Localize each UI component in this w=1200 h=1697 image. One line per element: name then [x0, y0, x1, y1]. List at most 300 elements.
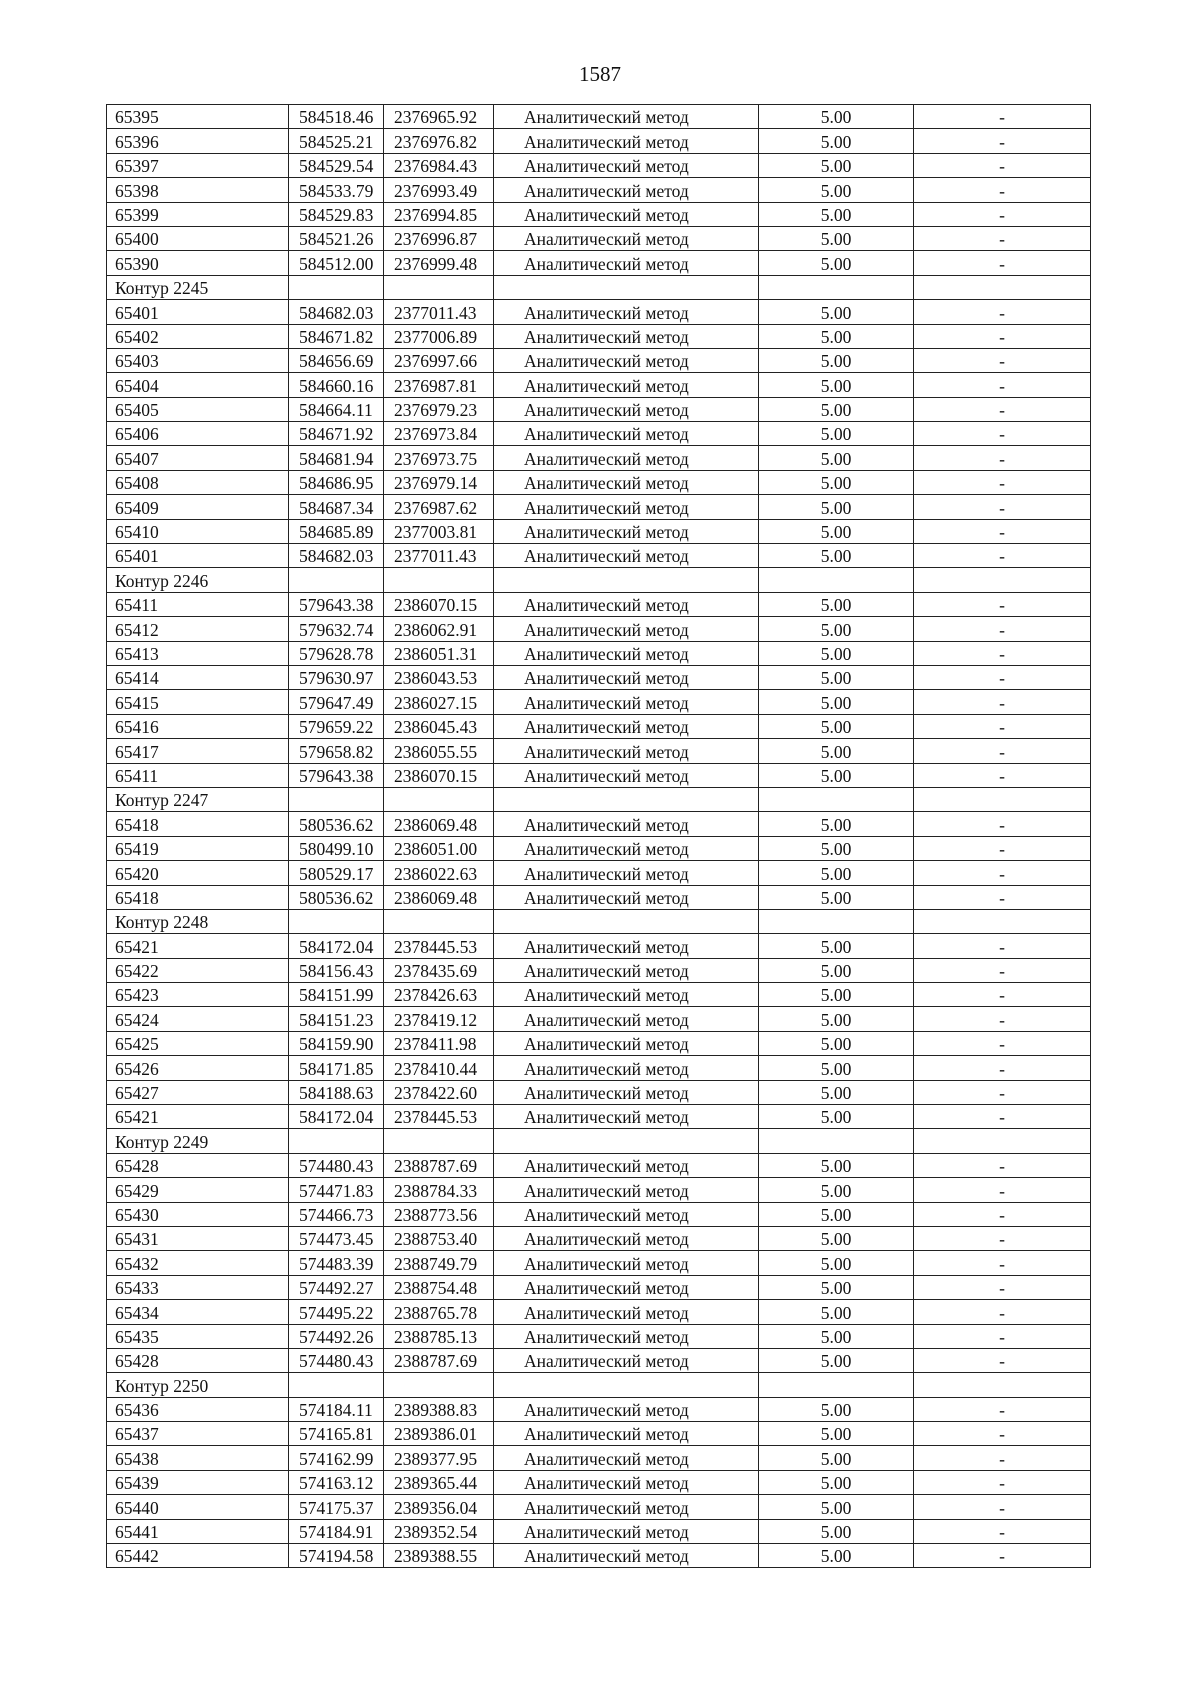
x-coordinate-cell: 574175.37 — [289, 1495, 384, 1519]
x-coordinate-cell: 584529.54 — [289, 153, 384, 177]
y-coordinate-cell: 2376993.49 — [384, 178, 494, 202]
accuracy-cell: 5.00 — [759, 1275, 914, 1299]
y-coordinate-cell: 2376999.48 — [384, 251, 494, 275]
point-id-cell: 65400 — [107, 226, 289, 250]
x-coordinate-cell: 580529.17 — [289, 861, 384, 885]
accuracy-cell: 5.00 — [759, 1105, 914, 1129]
point-id-cell: 65423 — [107, 983, 289, 1007]
table-row — [107, 446, 1091, 470]
table-row — [107, 1495, 1091, 1519]
empty-cell — [759, 568, 914, 592]
contour-header-row — [107, 1373, 1091, 1397]
dash-cell: - — [914, 739, 1091, 763]
point-id-cell: 65401 — [107, 544, 289, 568]
y-coordinate-cell: 2389356.04 — [384, 1495, 494, 1519]
accuracy-cell: 5.00 — [759, 1495, 914, 1519]
y-coordinate-cell: 2388753.40 — [384, 1226, 494, 1250]
table-row — [107, 836, 1091, 860]
y-coordinate-cell: 2388754.48 — [384, 1275, 494, 1299]
coordinates-table — [106, 104, 1091, 1568]
method-cell: Аналитический метод — [494, 641, 759, 665]
dash-cell: - — [914, 885, 1091, 909]
x-coordinate-cell: 584533.79 — [289, 178, 384, 202]
point-id-cell: 65404 — [107, 373, 289, 397]
accuracy-cell: 5.00 — [759, 1544, 914, 1568]
dash-cell: - — [914, 1007, 1091, 1031]
table-row — [107, 1446, 1091, 1470]
table-row — [107, 617, 1091, 641]
table-row — [107, 129, 1091, 153]
x-coordinate-cell: 574162.99 — [289, 1446, 384, 1470]
contour-header-row — [107, 275, 1091, 299]
dash-cell: - — [914, 422, 1091, 446]
method-cell: Аналитический метод — [494, 348, 759, 372]
accuracy-cell: 5.00 — [759, 300, 914, 324]
method-cell: Аналитический метод — [494, 1544, 759, 1568]
x-coordinate-cell: 574473.45 — [289, 1226, 384, 1250]
accuracy-cell: 5.00 — [759, 592, 914, 616]
dash-cell: - — [914, 348, 1091, 372]
x-coordinate-cell: 584660.16 — [289, 373, 384, 397]
point-id-cell: 65420 — [107, 861, 289, 885]
accuracy-cell: 5.00 — [759, 397, 914, 421]
point-id-cell: 65425 — [107, 1031, 289, 1055]
accuracy-cell: 5.00 — [759, 763, 914, 787]
y-coordinate-cell: 2376987.62 — [384, 495, 494, 519]
method-cell: Аналитический метод — [494, 422, 759, 446]
method-cell: Аналитический метод — [494, 1153, 759, 1177]
table-row — [107, 763, 1091, 787]
point-id-cell: 65428 — [107, 1153, 289, 1177]
dash-cell: - — [914, 105, 1091, 129]
method-cell: Аналитический метод — [494, 1324, 759, 1348]
x-coordinate-cell: 574165.81 — [289, 1422, 384, 1446]
table-row — [107, 861, 1091, 885]
x-coordinate-cell: 574466.73 — [289, 1202, 384, 1226]
accuracy-cell: 5.00 — [759, 324, 914, 348]
point-id-cell: 65390 — [107, 251, 289, 275]
accuracy-cell: 5.00 — [759, 544, 914, 568]
method-cell: Аналитический метод — [494, 739, 759, 763]
method-cell: Аналитический метод — [494, 812, 759, 836]
table-row — [107, 1519, 1091, 1543]
accuracy-cell: 5.00 — [759, 446, 914, 470]
table-row — [107, 1007, 1091, 1031]
x-coordinate-cell: 580536.62 — [289, 885, 384, 909]
point-id-cell: 65429 — [107, 1178, 289, 1202]
y-coordinate-cell: 2388773.56 — [384, 1202, 494, 1226]
y-coordinate-cell: 2376973.75 — [384, 446, 494, 470]
accuracy-cell: 5.00 — [759, 812, 914, 836]
empty-cell — [759, 787, 914, 811]
table-row — [107, 105, 1091, 129]
y-coordinate-cell: 2378445.53 — [384, 934, 494, 958]
accuracy-cell: 5.00 — [759, 617, 914, 641]
table-row — [107, 495, 1091, 519]
table-row — [107, 1422, 1091, 1446]
point-id-cell: 65437 — [107, 1422, 289, 1446]
method-cell: Аналитический метод — [494, 1031, 759, 1055]
table-row — [107, 153, 1091, 177]
x-coordinate-cell: 584171.85 — [289, 1056, 384, 1080]
point-id-cell: 65408 — [107, 470, 289, 494]
empty-cell — [494, 1129, 759, 1153]
accuracy-cell: 5.00 — [759, 714, 914, 738]
accuracy-cell: 5.00 — [759, 885, 914, 909]
y-coordinate-cell: 2388787.69 — [384, 1348, 494, 1372]
contour-header-row — [107, 1129, 1091, 1153]
point-id-cell: 65417 — [107, 739, 289, 763]
table-row — [107, 1251, 1091, 1275]
y-coordinate-cell: 2389386.01 — [384, 1422, 494, 1446]
dash-cell: - — [914, 1348, 1091, 1372]
method-cell: Аналитический метод — [494, 397, 759, 421]
contour-label: Контур 2250 — [107, 1373, 289, 1397]
empty-cell — [384, 1373, 494, 1397]
empty-cell — [914, 787, 1091, 811]
table-row — [107, 1544, 1091, 1568]
x-coordinate-cell: 574184.91 — [289, 1519, 384, 1543]
dash-cell: - — [914, 983, 1091, 1007]
dash-cell: - — [914, 446, 1091, 470]
point-id-cell: 65395 — [107, 105, 289, 129]
accuracy-cell: 5.00 — [759, 1226, 914, 1250]
y-coordinate-cell: 2378426.63 — [384, 983, 494, 1007]
dash-cell: - — [914, 251, 1091, 275]
method-cell: Аналитический метод — [494, 470, 759, 494]
method-cell: Аналитический метод — [494, 861, 759, 885]
method-cell: Аналитический метод — [494, 202, 759, 226]
table-row — [107, 1056, 1091, 1080]
x-coordinate-cell: 579659.22 — [289, 714, 384, 738]
dash-cell: - — [914, 544, 1091, 568]
empty-cell — [494, 787, 759, 811]
method-cell: Аналитический метод — [494, 836, 759, 860]
x-coordinate-cell: 584664.11 — [289, 397, 384, 421]
point-id-cell: 65401 — [107, 300, 289, 324]
empty-cell — [289, 909, 384, 933]
table-row — [107, 1300, 1091, 1324]
x-coordinate-cell: 574492.26 — [289, 1324, 384, 1348]
y-coordinate-cell: 2376996.87 — [384, 226, 494, 250]
table-row — [107, 178, 1091, 202]
point-id-cell: 65415 — [107, 690, 289, 714]
point-id-cell: 65409 — [107, 495, 289, 519]
empty-cell — [384, 787, 494, 811]
point-id-cell: 65411 — [107, 592, 289, 616]
point-id-cell: 65418 — [107, 885, 289, 909]
table-row — [107, 1470, 1091, 1494]
empty-cell — [914, 1129, 1091, 1153]
y-coordinate-cell: 2376973.84 — [384, 422, 494, 446]
accuracy-cell: 5.00 — [759, 519, 914, 543]
y-coordinate-cell: 2389388.55 — [384, 1544, 494, 1568]
accuracy-cell: 5.00 — [759, 422, 914, 446]
x-coordinate-cell: 574492.27 — [289, 1275, 384, 1299]
method-cell: Аналитический метод — [494, 1422, 759, 1446]
point-id-cell: 65430 — [107, 1202, 289, 1226]
empty-cell — [384, 1129, 494, 1153]
accuracy-cell: 5.00 — [759, 739, 914, 763]
contour-header-row — [107, 787, 1091, 811]
y-coordinate-cell: 2376987.81 — [384, 373, 494, 397]
table-row — [107, 1178, 1091, 1202]
dash-cell: - — [914, 1080, 1091, 1104]
table-row — [107, 1226, 1091, 1250]
table-row — [107, 1153, 1091, 1177]
accuracy-cell: 5.00 — [759, 1397, 914, 1421]
dash-cell: - — [914, 836, 1091, 860]
y-coordinate-cell: 2389388.83 — [384, 1397, 494, 1421]
dash-cell: - — [914, 470, 1091, 494]
dash-cell: - — [914, 1544, 1091, 1568]
dash-cell: - — [914, 958, 1091, 982]
x-coordinate-cell: 584529.83 — [289, 202, 384, 226]
point-id-cell: 65407 — [107, 446, 289, 470]
table-row — [107, 519, 1091, 543]
x-coordinate-cell: 579643.38 — [289, 592, 384, 616]
point-id-cell: 65412 — [107, 617, 289, 641]
table-row — [107, 226, 1091, 250]
point-id-cell: 65421 — [107, 1105, 289, 1129]
method-cell: Аналитический метод — [494, 495, 759, 519]
page-number: 1587 — [579, 62, 621, 86]
method-cell: Аналитический метод — [494, 153, 759, 177]
dash-cell: - — [914, 1422, 1091, 1446]
dash-cell: - — [914, 495, 1091, 519]
x-coordinate-cell: 584671.92 — [289, 422, 384, 446]
accuracy-cell: 5.00 — [759, 348, 914, 372]
point-id-cell: 65421 — [107, 934, 289, 958]
dash-cell: - — [914, 178, 1091, 202]
x-coordinate-cell: 584521.26 — [289, 226, 384, 250]
dash-cell: - — [914, 1470, 1091, 1494]
x-coordinate-cell: 574483.39 — [289, 1251, 384, 1275]
table-row — [107, 1202, 1091, 1226]
table-row — [107, 934, 1091, 958]
x-coordinate-cell: 584525.21 — [289, 129, 384, 153]
point-id-cell: 65402 — [107, 324, 289, 348]
x-coordinate-cell: 584685.89 — [289, 519, 384, 543]
method-cell: Аналитический метод — [494, 714, 759, 738]
x-coordinate-cell: 584671.82 — [289, 324, 384, 348]
x-coordinate-cell: 584682.03 — [289, 300, 384, 324]
method-cell: Аналитический метод — [494, 983, 759, 1007]
method-cell: Аналитический метод — [494, 665, 759, 689]
point-id-cell: 65435 — [107, 1324, 289, 1348]
table-row — [107, 397, 1091, 421]
y-coordinate-cell: 2386055.55 — [384, 739, 494, 763]
y-coordinate-cell: 2388749.79 — [384, 1251, 494, 1275]
method-cell: Аналитический метод — [494, 178, 759, 202]
y-coordinate-cell: 2376979.14 — [384, 470, 494, 494]
x-coordinate-cell: 584151.99 — [289, 983, 384, 1007]
dash-cell: - — [914, 1056, 1091, 1080]
point-id-cell: 65442 — [107, 1544, 289, 1568]
accuracy-cell: 5.00 — [759, 470, 914, 494]
empty-cell — [759, 275, 914, 299]
table-row — [107, 739, 1091, 763]
dash-cell: - — [914, 202, 1091, 226]
empty-cell — [914, 275, 1091, 299]
x-coordinate-cell: 584151.23 — [289, 1007, 384, 1031]
empty-cell — [289, 1373, 384, 1397]
accuracy-cell: 5.00 — [759, 1031, 914, 1055]
accuracy-cell: 5.00 — [759, 373, 914, 397]
accuracy-cell: 5.00 — [759, 934, 914, 958]
table-row — [107, 1275, 1091, 1299]
contour-label: Контур 2249 — [107, 1129, 289, 1153]
method-cell: Аналитический метод — [494, 1056, 759, 1080]
accuracy-cell: 5.00 — [759, 1324, 914, 1348]
dash-cell: - — [914, 592, 1091, 616]
y-coordinate-cell: 2386070.15 — [384, 592, 494, 616]
point-id-cell: 65426 — [107, 1056, 289, 1080]
accuracy-cell: 5.00 — [759, 1153, 914, 1177]
table-row — [107, 470, 1091, 494]
table-row — [107, 1080, 1091, 1104]
x-coordinate-cell: 584159.90 — [289, 1031, 384, 1055]
y-coordinate-cell: 2377011.43 — [384, 300, 494, 324]
dash-cell: - — [914, 397, 1091, 421]
y-coordinate-cell: 2376965.92 — [384, 105, 494, 129]
empty-cell — [384, 909, 494, 933]
dash-cell: - — [914, 1495, 1091, 1519]
method-cell: Аналитический метод — [494, 1007, 759, 1031]
contour-label: Контур 2248 — [107, 909, 289, 933]
table-row — [107, 714, 1091, 738]
empty-cell — [759, 909, 914, 933]
accuracy-cell: 5.00 — [759, 1446, 914, 1470]
contour-label: Контур 2246 — [107, 568, 289, 592]
method-cell: Аналитический метод — [494, 1251, 759, 1275]
y-coordinate-cell: 2389352.54 — [384, 1519, 494, 1543]
y-coordinate-cell: 2376997.66 — [384, 348, 494, 372]
method-cell: Аналитический метод — [494, 1105, 759, 1129]
accuracy-cell: 5.00 — [759, 1251, 914, 1275]
x-coordinate-cell: 584518.46 — [289, 105, 384, 129]
dash-cell: - — [914, 617, 1091, 641]
point-id-cell: 65431 — [107, 1226, 289, 1250]
contour-header-row — [107, 909, 1091, 933]
table-row — [107, 251, 1091, 275]
method-cell: Аналитический метод — [494, 1178, 759, 1202]
accuracy-cell: 5.00 — [759, 665, 914, 689]
accuracy-cell: 5.00 — [759, 1470, 914, 1494]
dash-cell: - — [914, 1202, 1091, 1226]
x-coordinate-cell: 574471.83 — [289, 1178, 384, 1202]
accuracy-cell: 5.00 — [759, 105, 914, 129]
dash-cell: - — [914, 1397, 1091, 1421]
y-coordinate-cell: 2378445.53 — [384, 1105, 494, 1129]
dash-cell: - — [914, 226, 1091, 250]
y-coordinate-cell: 2386051.00 — [384, 836, 494, 860]
y-coordinate-cell: 2378410.44 — [384, 1056, 494, 1080]
point-id-cell: 65427 — [107, 1080, 289, 1104]
accuracy-cell: 5.00 — [759, 1300, 914, 1324]
dash-cell: - — [914, 714, 1091, 738]
table-row — [107, 1324, 1091, 1348]
x-coordinate-cell: 579628.78 — [289, 641, 384, 665]
point-id-cell: 65441 — [107, 1519, 289, 1543]
point-id-cell: 65428 — [107, 1348, 289, 1372]
empty-cell — [384, 275, 494, 299]
empty-cell — [494, 909, 759, 933]
y-coordinate-cell: 2389365.44 — [384, 1470, 494, 1494]
accuracy-cell: 5.00 — [759, 1348, 914, 1372]
point-id-cell: 65434 — [107, 1300, 289, 1324]
empty-cell — [289, 1129, 384, 1153]
dash-cell: - — [914, 129, 1091, 153]
table-row — [107, 592, 1091, 616]
y-coordinate-cell: 2377003.81 — [384, 519, 494, 543]
contour-label: Контур 2247 — [107, 787, 289, 811]
method-cell: Аналитический метод — [494, 690, 759, 714]
accuracy-cell: 5.00 — [759, 690, 914, 714]
dash-cell: - — [914, 373, 1091, 397]
point-id-cell: 65405 — [107, 397, 289, 421]
accuracy-cell: 5.00 — [759, 1202, 914, 1226]
y-coordinate-cell: 2386027.15 — [384, 690, 494, 714]
table-row — [107, 641, 1091, 665]
accuracy-cell: 5.00 — [759, 1519, 914, 1543]
accuracy-cell: 5.00 — [759, 983, 914, 1007]
x-coordinate-cell: 584512.00 — [289, 251, 384, 275]
dash-cell: - — [914, 519, 1091, 543]
table-row — [107, 885, 1091, 909]
contour-label: Контур 2245 — [107, 275, 289, 299]
dash-cell: - — [914, 1251, 1091, 1275]
empty-cell — [289, 568, 384, 592]
empty-cell — [494, 1373, 759, 1397]
method-cell: Аналитический метод — [494, 1226, 759, 1250]
method-cell: Аналитический метод — [494, 1202, 759, 1226]
point-id-cell: 65440 — [107, 1495, 289, 1519]
method-cell: Аналитический метод — [494, 544, 759, 568]
dash-cell: - — [914, 1105, 1091, 1129]
y-coordinate-cell: 2386051.31 — [384, 641, 494, 665]
accuracy-cell: 5.00 — [759, 251, 914, 275]
dash-cell: - — [914, 934, 1091, 958]
point-id-cell: 65422 — [107, 958, 289, 982]
dash-cell: - — [914, 1178, 1091, 1202]
dash-cell: - — [914, 1031, 1091, 1055]
x-coordinate-cell: 584682.03 — [289, 544, 384, 568]
point-id-cell: 65418 — [107, 812, 289, 836]
dash-cell: - — [914, 763, 1091, 787]
empty-cell — [494, 568, 759, 592]
y-coordinate-cell: 2377011.43 — [384, 544, 494, 568]
empty-cell — [759, 1129, 914, 1153]
method-cell: Аналитический метод — [494, 1080, 759, 1104]
empty-cell — [289, 787, 384, 811]
x-coordinate-cell: 584172.04 — [289, 1105, 384, 1129]
table-row — [107, 324, 1091, 348]
table-row — [107, 958, 1091, 982]
y-coordinate-cell: 2386062.91 — [384, 617, 494, 641]
dash-cell: - — [914, 1324, 1091, 1348]
y-coordinate-cell: 2378422.60 — [384, 1080, 494, 1104]
dash-cell: - — [914, 1226, 1091, 1250]
y-coordinate-cell: 2388787.69 — [384, 1153, 494, 1177]
point-id-cell: 65411 — [107, 763, 289, 787]
x-coordinate-cell: 579632.74 — [289, 617, 384, 641]
y-coordinate-cell: 2378411.98 — [384, 1031, 494, 1055]
y-coordinate-cell: 2388765.78 — [384, 1300, 494, 1324]
point-id-cell: 65433 — [107, 1275, 289, 1299]
empty-cell — [384, 568, 494, 592]
table-row — [107, 373, 1091, 397]
